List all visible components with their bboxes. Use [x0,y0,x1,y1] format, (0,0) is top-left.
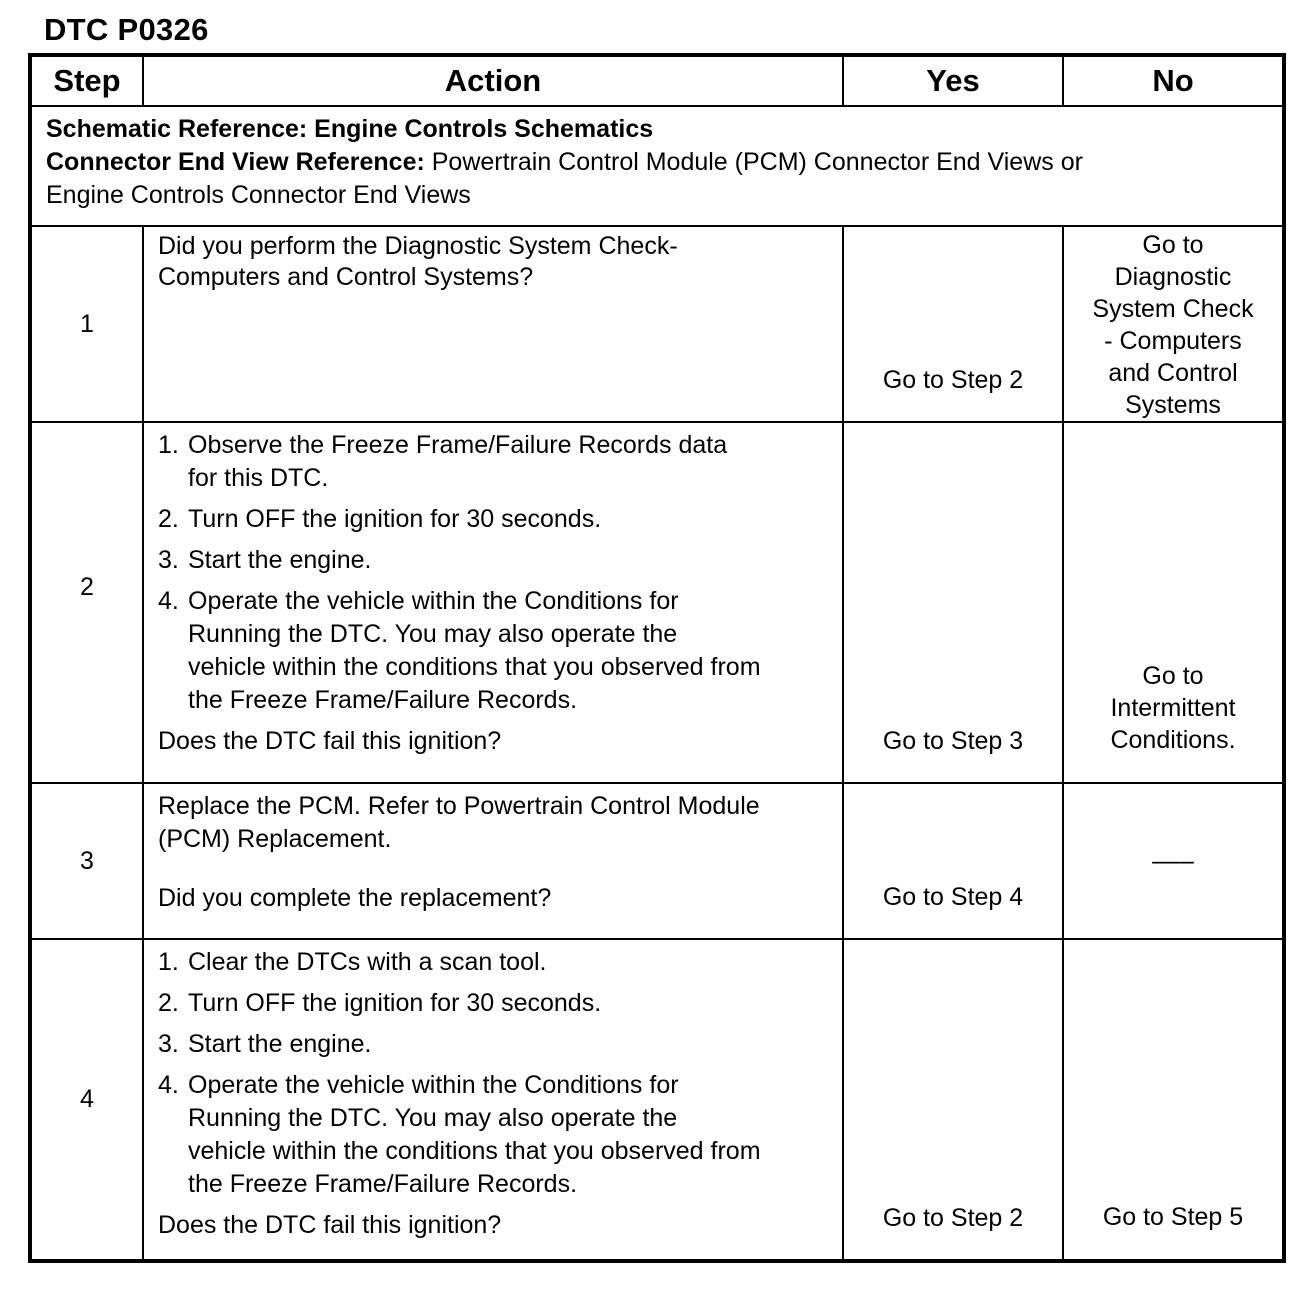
yes-cell: Go to Step 2 [843,939,1063,1261]
item-text: Operate the vehicle within the Conditions for [188,1071,679,1099]
item-number: 2. [158,505,179,533]
header-row [30,55,1284,106]
item-text: Running the DTC. You may also operate the [188,1104,678,1132]
item-text: Start the engine. [188,546,372,574]
action-line: Did you perform the Diagnostic System Check- [158,232,678,260]
item-number: 3. [158,546,179,574]
list-item [158,503,830,536]
no-line: - Computers [1104,327,1242,355]
no-line: System Check [1092,295,1254,323]
no-line: Intermittent [1110,694,1236,722]
action-cell [143,422,843,783]
diagnostic-table [28,53,1286,1263]
item-text: Start the engine. [188,1030,372,1058]
item-number: 1. [158,431,179,459]
document-title: DTC P0326 [44,12,209,47]
yes-cell: Go to Step 4 [843,783,1063,939]
item-text: Turn OFF the ignition for 30 seconds. [188,989,602,1017]
no-line: and Control [1108,359,1238,387]
step-number: 1 [30,226,143,422]
action-cell [143,939,843,1261]
action-text [158,790,830,856]
step-number: 3 [30,783,143,939]
header-no: No [1063,55,1284,106]
item-text: Operate the vehicle within the Conditions for [188,587,679,615]
action-cell [143,783,843,939]
connector-reference-cont: Engine Controls Connector End Views [46,181,471,209]
item-text: the Freeze Frame/Failure Records. [188,1170,578,1198]
list-item [158,585,830,717]
item-text: the Freeze Frame/Failure Records. [188,686,578,714]
item-text: vehicle within the conditions that you observed from [188,653,761,681]
reference-row [30,106,1284,226]
header-step: Step [30,55,143,106]
no-line: Diagnostic [1114,263,1232,291]
no-line: Go to [1142,231,1204,259]
item-text: Clear the DTCs with a scan tool. [188,948,547,976]
item-number: 4. [158,1071,179,1099]
question-text: Does the DTC fail this ignition? [158,1211,502,1239]
list-item [158,1069,830,1201]
no-line: Go to [1142,662,1204,690]
no-cell: ––– [1063,783,1284,939]
schematic-reference: Schematic Reference: Engine Controls Schematics [46,115,654,143]
item-text: for this DTC. [188,464,329,492]
no-line: Systems [1125,391,1221,419]
item-number: 1. [158,948,179,976]
item-text: Running the DTC. You may also operate the [188,620,678,648]
list-item [158,946,830,979]
list-item [158,1028,830,1061]
action-text [158,231,830,293]
table-row [30,422,1284,783]
action-line: (PCM) Replacement. [158,825,392,853]
item-text: Observe the Freeze Frame/Failure Records data [188,431,728,459]
table-row [30,939,1284,1261]
table-row [30,226,1284,422]
procedure-list [158,946,830,1201]
item-number: 3. [158,1030,179,1058]
table-row [30,783,1284,939]
connector-reference [46,146,1268,179]
connector-reference-text: Powertrain Control Module (PCM) Connector End Views or [424,148,1083,176]
action-cell [143,226,843,422]
no-cell [1063,422,1284,783]
reference-cell [30,106,1284,226]
question-text: Did you complete the replacement? [158,884,552,912]
item-text: Turn OFF the ignition for 30 seconds. [188,505,602,533]
connector-reference-label: Connector End View Reference: [46,148,425,176]
item-number: 4. [158,587,179,615]
no-cell [1063,226,1284,422]
list-item [158,544,830,577]
list-item [158,987,830,1020]
action-line: Replace the PCM. Refer to Powertrain Control Module [158,792,760,820]
action-line: Computers and Control Systems? [158,263,534,291]
list-item [158,429,830,495]
yes-cell: Go to Step 2 [843,226,1063,422]
header-action: Action [143,55,843,106]
question-text: Does the DTC fail this ignition? [158,727,502,755]
no-cell: Go to Step 5 [1063,939,1284,1261]
step-number: 2 [30,422,143,783]
yes-cell: Go to Step 3 [843,422,1063,783]
item-text: vehicle within the conditions that you observed from [188,1137,761,1165]
item-number: 2. [158,989,179,1017]
no-line: Conditions. [1110,726,1236,754]
step-number: 4 [30,939,143,1261]
header-yes: Yes [843,55,1063,106]
procedure-list [158,429,830,717]
